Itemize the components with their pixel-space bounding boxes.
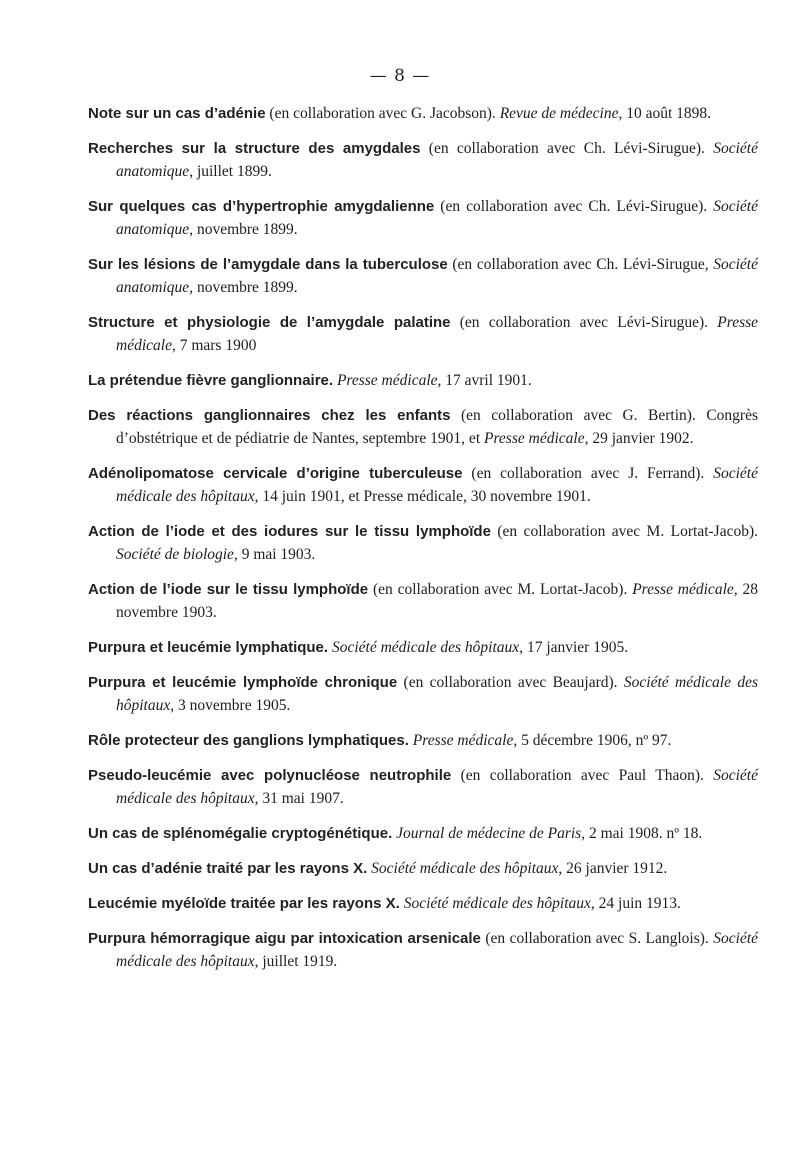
- entry-details: (en collaboration avec Ch. Lévi-Sirugue,: [447, 256, 714, 273]
- entry-date: , novembre 1899.: [189, 221, 298, 238]
- entry-journal: Presse médicale: [632, 581, 734, 598]
- entry-title: Action de l’iode et des iodures sur le tissu lymphoïde: [88, 523, 491, 540]
- entry-title: Purpura et leucémie lymphoïde chronique: [88, 674, 398, 691]
- entry-journal: Presse médicale: [336, 372, 438, 389]
- entry-details: (en collaboration avec M. Lortat-Jacob).: [490, 523, 758, 540]
- entry-date: , 7 mars 1900: [171, 337, 257, 354]
- entry-journal: Société médicale des hôpitaux: [371, 860, 559, 877]
- entry-journal: Presse médicale: [116, 314, 759, 354]
- entry-details: (en collaboration avec J. Ferrand).: [462, 465, 714, 482]
- entry-details: (en collaboration avec Paul Thaon).: [451, 767, 714, 784]
- bibliography-entry: [88, 857, 758, 880]
- page-number: — 8 —: [369, 66, 431, 86]
- entry-date: , 28 novembre 1903.: [116, 581, 758, 621]
- bibliography-entry: [88, 369, 758, 392]
- entry-journal: Presse médicale: [412, 732, 514, 749]
- entry-date: , 5 décembre 1906, nº 97.: [513, 732, 672, 749]
- entry-date: , 26 janvier 1912.: [558, 860, 668, 877]
- entry-title: Sur les lésions de l’amygdale dans la tuberculose: [88, 256, 448, 273]
- entry-title: Purpura et leucémie lymphatique.: [88, 639, 329, 656]
- entry-title: La prétendue fièvre ganglionnaire.: [88, 372, 334, 389]
- entry-details: (en collaboration avec Ch. Lévi-Sirugue).: [434, 198, 714, 215]
- bibliography-entry: [88, 102, 758, 125]
- entry-title: Des réactions ganglionnaires chez les enfants: [88, 407, 451, 424]
- entry-title: Leucémie myéloïde traitée par les rayons X.: [88, 895, 400, 912]
- entry-date: , 17 avril 1901.: [437, 372, 532, 389]
- entry-title: Recherches sur la structure des amygdales: [88, 140, 421, 157]
- entry-journal: Journal de médecine de Paris: [396, 825, 582, 842]
- entry-title: Purpura hémorragique aigu par intoxication arsenicale: [88, 930, 481, 947]
- entry-title: Un cas d’adénie traité par les rayons X.: [88, 860, 368, 877]
- entry-date: , juillet 1899.: [189, 163, 272, 180]
- entry-details: (en collaboration avec G. Bertin). Congrès d’obstétrique et de pédiatrie de Nantes, septembre 1901, et: [116, 407, 759, 447]
- entry-journal: Presse médicale: [484, 430, 585, 447]
- entry-date: , 3 novembre 1905.: [170, 697, 291, 714]
- bibliography-entry: [88, 671, 758, 717]
- entry-journal: Société de biologie: [116, 546, 234, 563]
- entry-details: (en collaboration avec G. Jacobson).: [265, 105, 500, 122]
- entry-title: Pseudo-leucémie avec polynucléose neutrophile: [88, 767, 452, 784]
- entry-title: Rôle protecteur des ganglions lymphatiques.: [88, 732, 409, 749]
- bibliography-entry: [88, 729, 758, 752]
- entry-details: (en collaboration avec S. Langlois).: [480, 930, 714, 947]
- entry-journal: Société anatomique: [116, 198, 758, 238]
- entry-journal: Société médicale des hôpitaux: [116, 767, 758, 807]
- entry-details: (en collaboration avec Lévi-Sirugue).: [450, 314, 718, 331]
- entry-journal: Revue de médecine: [499, 105, 619, 122]
- entry-date: , 29 janvier 1902.: [584, 430, 694, 447]
- entry-title: Un cas de splénomégalie cryptogénétique.: [88, 825, 393, 842]
- entry-title: Structure et physiologie de l’amygdale palatine: [88, 314, 451, 331]
- entry-journal: Société anatomique: [116, 256, 758, 296]
- entry-date: , 9 mai 1903.: [233, 546, 316, 563]
- bibliography-entry: [88, 311, 758, 357]
- entry-date: , 24 juin 1913.: [590, 895, 681, 912]
- entry-details: (en collaboration avec Beaujard).: [397, 674, 624, 691]
- bibliography-entry: [88, 137, 758, 183]
- entry-journal: Société anatomique: [116, 140, 758, 180]
- entry-date: , 31 mai 1907.: [254, 790, 344, 807]
- entry-title: Action de l’iode sur le tissu lymphoïde: [88, 581, 369, 598]
- bibliography-entry: [88, 404, 758, 450]
- entry-journal: Société médicale des hôpitaux: [116, 930, 759, 970]
- entry-journal: Société médicale des hôpitaux: [331, 639, 520, 656]
- entry-details: (en collaboration avec M. Lortat-Jacob).: [368, 581, 633, 598]
- bibliography-entry: [88, 822, 758, 845]
- entry-title: Sur quelques cas d’hypertrophie amygdalienne: [88, 198, 435, 215]
- entry-journal: Société médicale des hôpitaux: [116, 465, 758, 505]
- entry-title: Note sur un cas d’adénie: [88, 105, 266, 122]
- entry-date: , 17 janvier 1905.: [519, 639, 629, 656]
- bibliography-entry: [88, 578, 758, 624]
- bibliography-entry: [88, 764, 758, 810]
- bibliography-entry: [88, 462, 758, 508]
- entry-date: , 10 août 1898.: [618, 105, 712, 122]
- bibliography-entry: [88, 195, 758, 241]
- entry-title: Adénolipomatose cervicale d’origine tuberculeuse: [88, 465, 463, 482]
- bibliography-entry: [88, 253, 758, 299]
- entry-journal: Société médicale des hôpitaux: [403, 895, 591, 912]
- bibliography-entry: [88, 927, 758, 973]
- entry-date: , 2 mai 1908. nº 18.: [581, 825, 703, 842]
- entry-date: , juillet 1919.: [254, 953, 338, 970]
- bibliography-entry: [88, 892, 758, 915]
- bibliography-entry: [88, 520, 758, 566]
- entry-details: (en collaboration avec Ch. Lévi-Sirugue).: [420, 140, 714, 157]
- entry-date: , novembre 1899.: [189, 279, 298, 296]
- entry-journal: Société médicale des hôpitaux: [116, 674, 758, 714]
- bibliography-entry: [88, 636, 758, 659]
- bibliography-list: [88, 102, 758, 985]
- entry-date: , 14 juin 1901, et Presse médicale, 30 novembre 1901.: [254, 488, 591, 505]
